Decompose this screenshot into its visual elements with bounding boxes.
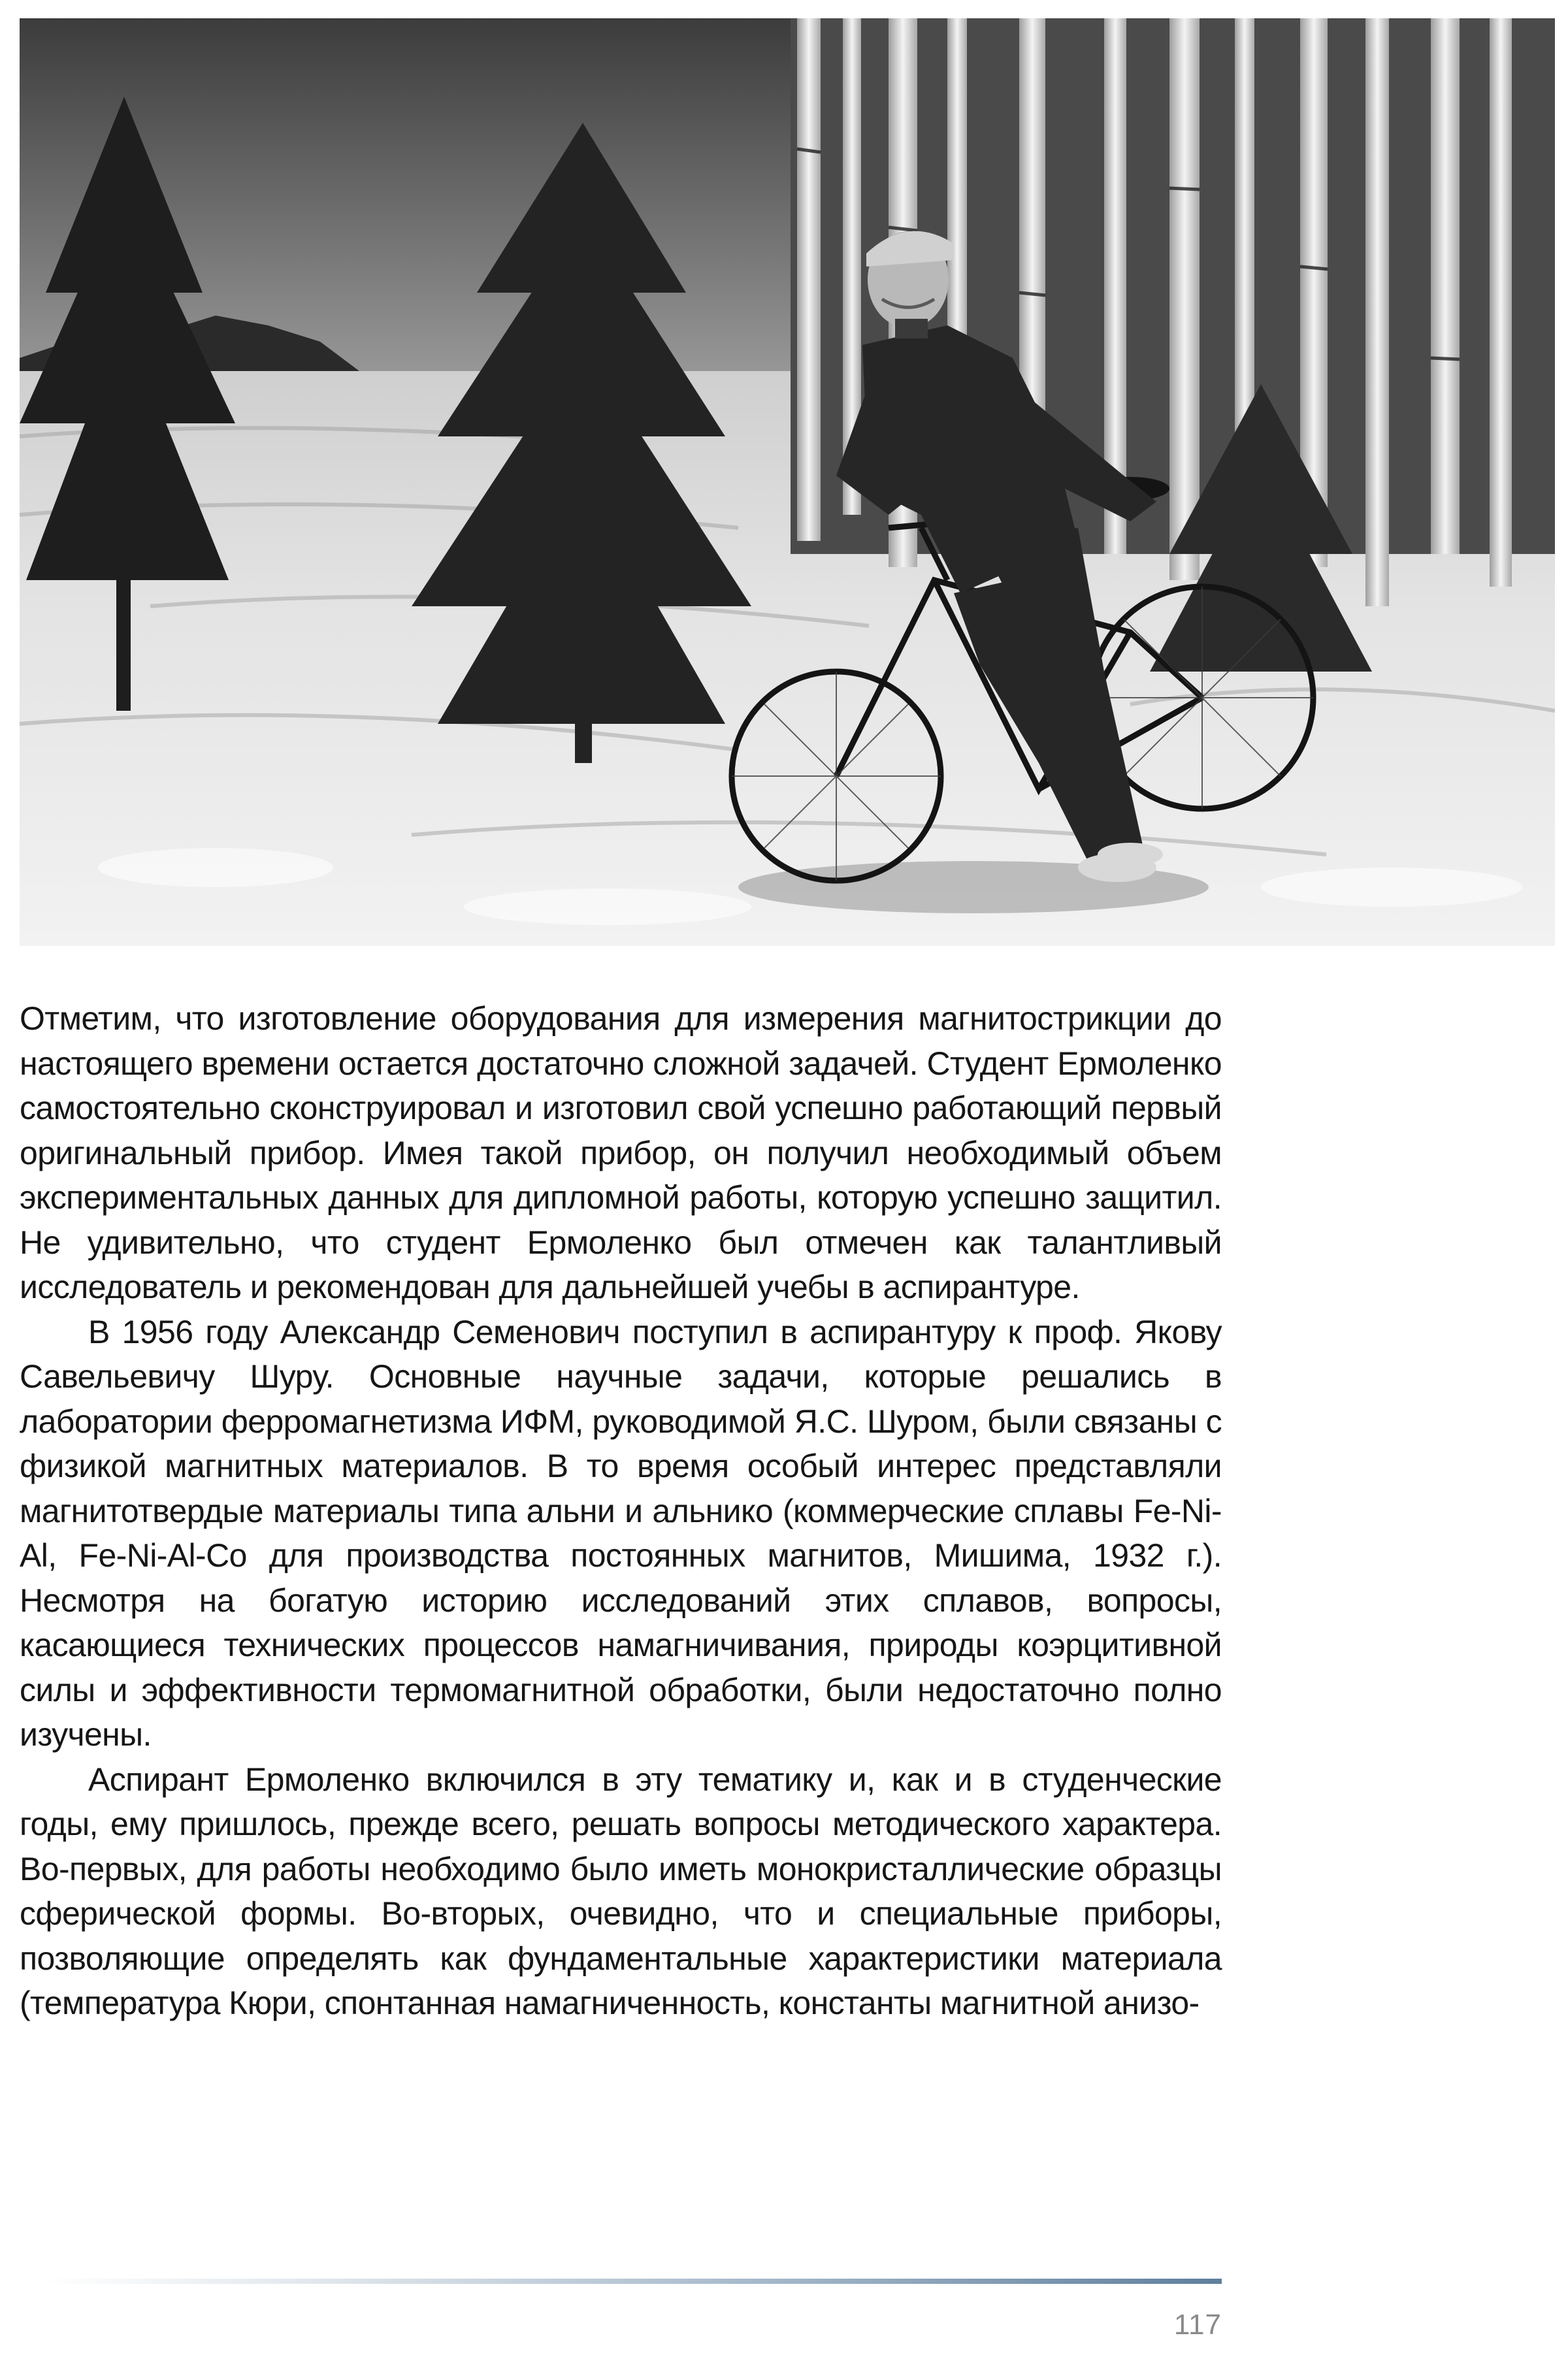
paragraph-3: Аспирант Ермоленко включился в эту тематику и, как и в студенческие годы, ему пришлось, прежде всего, решать вопросы методического характера. Во-первых, для работы необходимо было иметь монокристаллические образцы сферической формы. Во-вторых, очевидно, что и специальные приборы, позволяющие определять как фундаментальные характеристики материала (температура Кюри, спонтанная намагниченность, константы магнитной анизо-: [20, 1761, 1222, 2021]
article-body: [20, 996, 1222, 2026]
footer-rule: [39, 2279, 1222, 2284]
page-number: 117: [1173, 2309, 1222, 2341]
paragraph-2: В 1956 году Александр Семенович поступил в аспирантуру к проф. Якову Савельевичу Шуру. Основные научные задачи, которые решались в лаборатории ферромагнетизма ИФМ, руководимой Я.С. Шуром, были связаны с физикой магнитных материалов. В то время особый интерес представляли магнитотвердые материалы типа альни и альнико (коммерческие сплавы Fe-Ni-Al, Fe-Ni-Al-Co для производства постоянных магнитов, Мишима, 1932 г.). Несмотря на богатую историю исследований этих сплавов, вопросы, касающиеся технических процессов намагничивания, природы коэрцитивной силы и эффективности термомагнитной обработки, были недостаточно полно изучены.: [20, 1313, 1222, 1753]
photo-man-with-bicycle: [20, 18, 1555, 946]
paragraph-1: Отметим, что изготовление оборудования для измерения магнитострикции до настоящего времени остается достаточно сложной задачей. Студент Ермоленко самостоятельно сконструировал и изготовил свой успешно работающий первый оригинальный прибор. Имея такой прибор, он получил необходимый объем экспериментальных данных для дипломной работы, которую успешно защитил. Не удивительно, что студент Ермоленко был отмечен как талантливый исследователь и рекомендован для дальнейшей учебы в аспирантуре.: [20, 1000, 1222, 1305]
